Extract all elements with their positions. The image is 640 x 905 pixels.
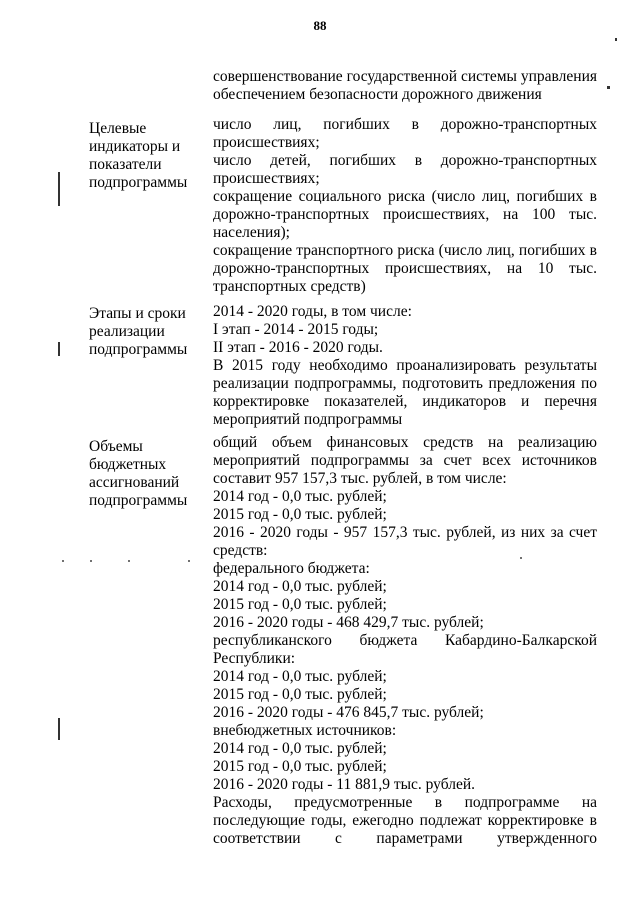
label-line: подпрограммы xyxy=(89,174,188,191)
text-line: II этап - 2016 - 2020 годы. xyxy=(213,339,383,356)
text-line: населения); xyxy=(213,224,290,241)
text-line: 2015 год - 0,0 тыс. рублей; xyxy=(213,686,387,703)
text-line: республиканского бюджета Кабардино-Балкарской xyxy=(213,632,597,649)
text-line: 2014 год - 0,0 тыс. рублей; xyxy=(213,668,387,685)
budget-label xyxy=(89,438,209,510)
text-line: происшествиях; xyxy=(213,134,320,151)
text-line: 2014 - 2020 годы, в том числе: xyxy=(213,303,412,320)
stages-label xyxy=(89,305,209,359)
text-line: дорожно-транспортных происшествиях, на 10 тыс. xyxy=(213,260,597,277)
text-line: I этап - 2014 - 2015 годы; xyxy=(213,321,379,338)
scan-mark xyxy=(607,86,610,89)
label-line: реализации xyxy=(89,323,165,340)
text-line: число детей, погибших в дорожно-транспортных xyxy=(213,152,597,169)
text-line: реализации подпрограммы, подготовить предложения по xyxy=(213,375,597,392)
text-line: внебюджетных источников: xyxy=(213,722,397,739)
label-line: Объемы xyxy=(89,438,143,455)
scan-dot xyxy=(188,560,190,562)
scan-dot xyxy=(62,560,64,562)
text-line: мероприятий подпрограммы за счет всех источников xyxy=(213,452,597,469)
scan-mark xyxy=(58,718,60,740)
text-line: совершенствование государственной системы управления xyxy=(213,68,597,85)
label-line: показатели xyxy=(89,156,162,173)
text-line: 2016 - 2020 годы - 468 429,7 тыс. рублей; xyxy=(213,614,484,631)
text-line: 2014 год - 0,0 тыс. рублей; xyxy=(213,578,387,595)
text-line: 2016 - 2020 годы - 476 845,7 тыс. рублей; xyxy=(213,704,484,721)
text-line: сокращение социального риска (число лиц, погибших в xyxy=(213,188,597,205)
text-line: В 2015 году необходимо проанализировать результаты xyxy=(213,357,597,374)
scan-dot xyxy=(128,560,130,562)
label-line: подпрограммы xyxy=(89,492,188,509)
text-line: число лиц, погибших в дорожно-транспортных xyxy=(213,116,597,133)
text-line: 2014 год - 0,0 тыс. рублей; xyxy=(213,488,387,505)
text-line: 2015 год - 0,0 тыс. рублей; xyxy=(213,506,387,523)
scan-mark xyxy=(58,172,60,206)
indicators-label xyxy=(89,120,209,192)
text-line: составит 957 157,3 тыс. рублей, в том числе: xyxy=(213,470,507,487)
text-line: федерального бюджета: xyxy=(213,560,370,577)
indicators-content xyxy=(213,116,597,296)
text-line: 2016 - 2020 годы - 11 881,9 тыс. рублей. xyxy=(213,776,476,793)
text-line: Расходы, предусмотренные в подпрограмме на xyxy=(213,794,597,811)
text-line: 2016 - 2020 годы - 957 157,3 тыс. рублей, из них за счет xyxy=(213,524,597,541)
label-line: Целевые xyxy=(89,120,147,137)
scan-dot xyxy=(90,560,92,562)
label-line: ассигнований xyxy=(89,474,180,491)
budget-content xyxy=(213,434,597,848)
label-line: подпрограммы xyxy=(89,341,188,358)
scan-mark xyxy=(615,38,617,41)
text-line: Республики: xyxy=(213,650,296,667)
text-line: транспортных средств) xyxy=(213,278,366,295)
text-line: 2015 год - 0,0 тыс. рублей; xyxy=(213,596,387,613)
text-line: дорожно-транспортных происшествиях, на 100 тыс. xyxy=(213,206,597,223)
text-line: сокращение транспортного риска (число лиц, погибших в xyxy=(213,242,597,259)
text-line: происшествиях; xyxy=(213,170,320,187)
text-line: 2014 год - 0,0 тыс. рублей; xyxy=(213,740,387,757)
page-number: 88 xyxy=(313,18,327,33)
label-line: бюджетных xyxy=(89,456,167,473)
text-line: средств: xyxy=(213,542,268,559)
text-line: соответствии с параметрами утвержденного xyxy=(213,830,597,847)
text-line: корректировке показателей, индикаторов и перечня xyxy=(213,393,597,410)
scan-mark xyxy=(58,342,60,356)
label-line: индикаторы и xyxy=(89,138,181,155)
label-line: Этапы и сроки xyxy=(89,305,186,322)
text-line: мероприятий подпрограммы xyxy=(213,411,403,428)
text-line: 2015 год - 0,0 тыс. рублей; xyxy=(213,758,387,775)
text-line: последующие годы, ежегодно подлежат корректировке в xyxy=(213,812,597,829)
intro-text xyxy=(213,68,597,104)
text-line: общий объем финансовых средств на реализацию xyxy=(213,434,597,451)
text-line: обеспечением безопасности дорожного движения xyxy=(213,86,542,103)
stages-content xyxy=(213,303,597,429)
